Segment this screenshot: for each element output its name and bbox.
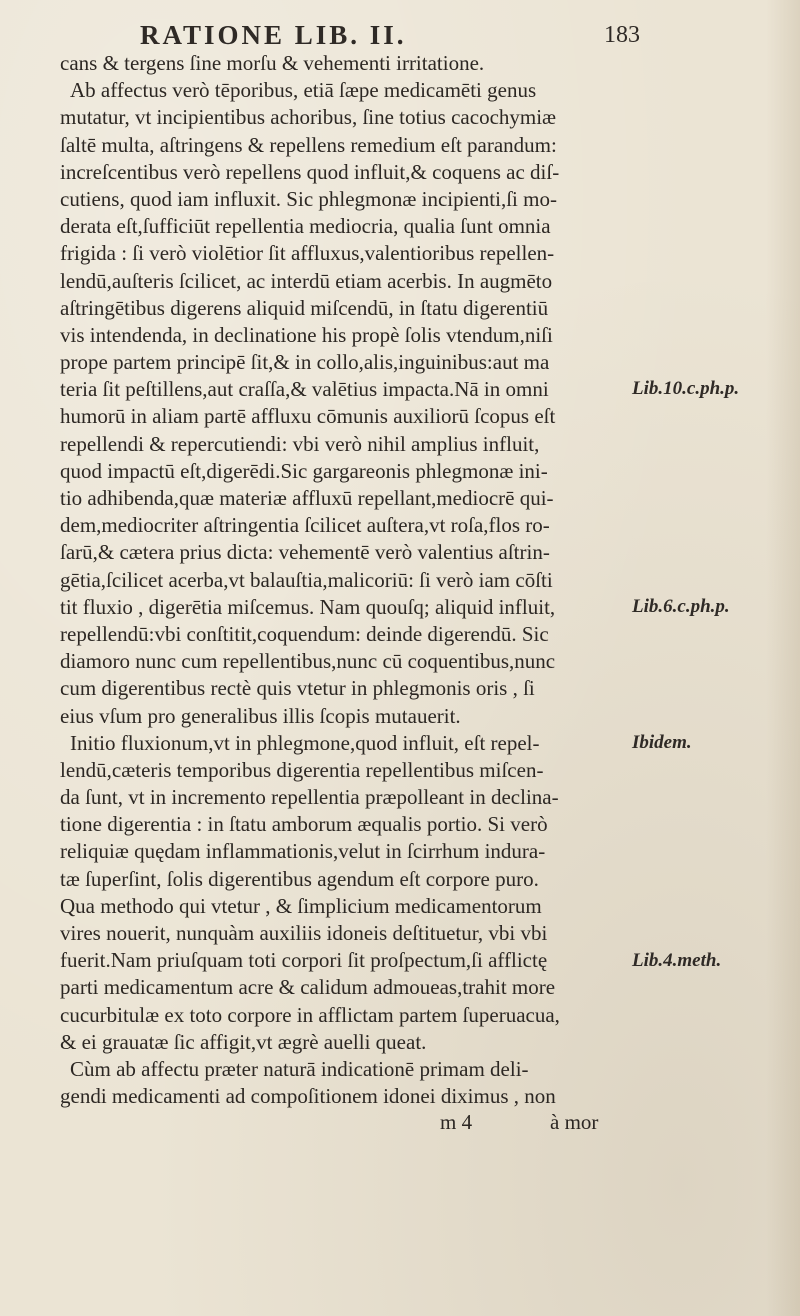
- text-line: parti medicamentum acre & calidum admoueas,trahit more: [60, 975, 556, 1000]
- text-line: frigida : ſi verò violētior ſit affluxus,valentioribus repellen-: [60, 241, 555, 266]
- text-line: cucurbitulæ ex toto corpore in afflictam partem ſuperuacua,: [60, 1002, 560, 1027]
- text-line: da ſunt, vt in incremento repellentia præpolleant in declina-: [60, 785, 559, 810]
- margin-note: Lib.4.meth.: [632, 949, 722, 971]
- text-line: tione digerentia : in ſtatu amborum æqualis portio. Si verò: [60, 812, 548, 837]
- text-line: & ei grauatæ ſic affigit,vt ægrè auelli queat.: [60, 1029, 427, 1054]
- text-line: tio adhibenda,quæ materiæ affluxū repellant,mediocrē qui-: [60, 486, 554, 510]
- text-line: eius vſum pro generalibus illis ſcopis mutauerit.: [60, 703, 461, 728]
- text-line: tæ ſuperſint, ſolis digerentibus agendum eſt corpore puro.: [60, 866, 539, 891]
- text-line: lendū,auſteris ſcilicet, ac interdū etiam acerbis. In augmēto: [60, 268, 553, 293]
- margin-note: Lib.6.c.ph.p.: [632, 596, 730, 617]
- text-line: cans & tergens ſine morſu & vehementi irritatione.: [60, 51, 485, 75]
- text-line: cutiens, quod iam influxit. Sic phlegmonæ incipienti,ſi mo-: [60, 186, 557, 211]
- text-line: vires nouerit, nunquàm auxiliis idoneis deſtituetur, vbi vbi: [60, 921, 548, 945]
- page-edge-shadow: [766, 0, 800, 1316]
- text-line: prope partem principē ſit,& in collo,alis,inguinibus:aut ma: [60, 350, 550, 375]
- text-line: gendi medicamenti ad compoſitionem idonei diximus , non: [60, 1084, 556, 1109]
- body-text: [60, 50, 622, 1110]
- signature-mark: m 4: [440, 1110, 473, 1134]
- text-line: ſarū,& cætera prius dicta: vehementē verò valentius aſtrin-: [60, 540, 550, 565]
- text-line: quod impactū eſt,digerēdi.Sic gargareonis phlegmonæ ini-: [60, 458, 548, 483]
- text-line: cum digerentibus rectè quis vtetur in phlegmonis oris , ſi: [60, 676, 535, 701]
- text-line: vis intendenda, in declinatione his propè ſolis vtendum,niſi: [60, 322, 553, 347]
- text-line: Cùm ab affectu præter naturā indicationē primam deli-: [70, 1056, 529, 1081]
- text-line: fuerit.Nam priuſquam toti corpori ſit proſpectum,ſi afflictę: [60, 948, 548, 973]
- margin-note: Lib.10.c.ph.p.: [632, 378, 740, 400]
- text-line: aſtringētibus digerens aliquid miſcendū, in ſtatu digerentiū: [60, 295, 549, 320]
- text-line: teria ſit peſtillens,aut craſſa,& valētius impacta.Nā in omni: [60, 377, 549, 402]
- margin-note: Ibidem.: [632, 732, 692, 753]
- running-title: RATIONE LIB. II.: [140, 20, 407, 50]
- text-line: Qua methodo qui vtetur , & ſimplicium medicamentorum: [60, 893, 542, 918]
- text-line: lendū,cæteris temporibus digerentia repellentibus miſcen-: [60, 757, 544, 782]
- text-line: diamoro nunc cum repellentibus,nunc cū coquentibus,nunc: [60, 649, 556, 674]
- text-line: mutatur, vt incipientibus achoribus, ſine totius cacochymiæ: [60, 105, 557, 130]
- text-line: increſcentibus verò repellens quod influit,& coquens ac diſ-: [60, 159, 560, 184]
- text-line: tit fluxio , digerētia miſcemus. Nam quouſq; aliquid influit,: [60, 594, 556, 619]
- page-number: 183: [604, 22, 640, 48]
- text-line: Initio fluxionum,vt in phlegmone,quod influit, eſt repel-: [70, 730, 540, 755]
- text-line: Ab affectus verò tēporibus, etiā ſæpe medicamēti genus: [70, 78, 537, 103]
- text-line: derata eſt,ſufficiūt repellentia mediocria, qualia ſunt omnia: [60, 214, 551, 239]
- text-line: reliquiæ quędam inflammationis,velut in ſcirrhum indura-: [60, 839, 546, 864]
- text-line: gētia,ſcilicet acerba,vt balauſtia,malicoriū: ſi verò iam cōſti: [60, 567, 553, 592]
- text-line: humorū in aliam partē affluxu cōmunis auxiliorū ſcopus eſt: [60, 404, 556, 429]
- text-line: repellendi & repercutiendi: vbi verò nihil amplius influit,: [60, 431, 540, 456]
- text-line: repellendū:vbi conſtitit,coquendum: deinde digerendū. Sic: [60, 621, 549, 646]
- text-line: ſaltē multa, aſtringens & repellens remedium eſt parandum:: [60, 132, 557, 157]
- catchword: à mor: [550, 1110, 599, 1134]
- text-line: dem,mediocriter aſtringentia ſcilicet auſtera,vt roſa,flos ro-: [60, 513, 550, 538]
